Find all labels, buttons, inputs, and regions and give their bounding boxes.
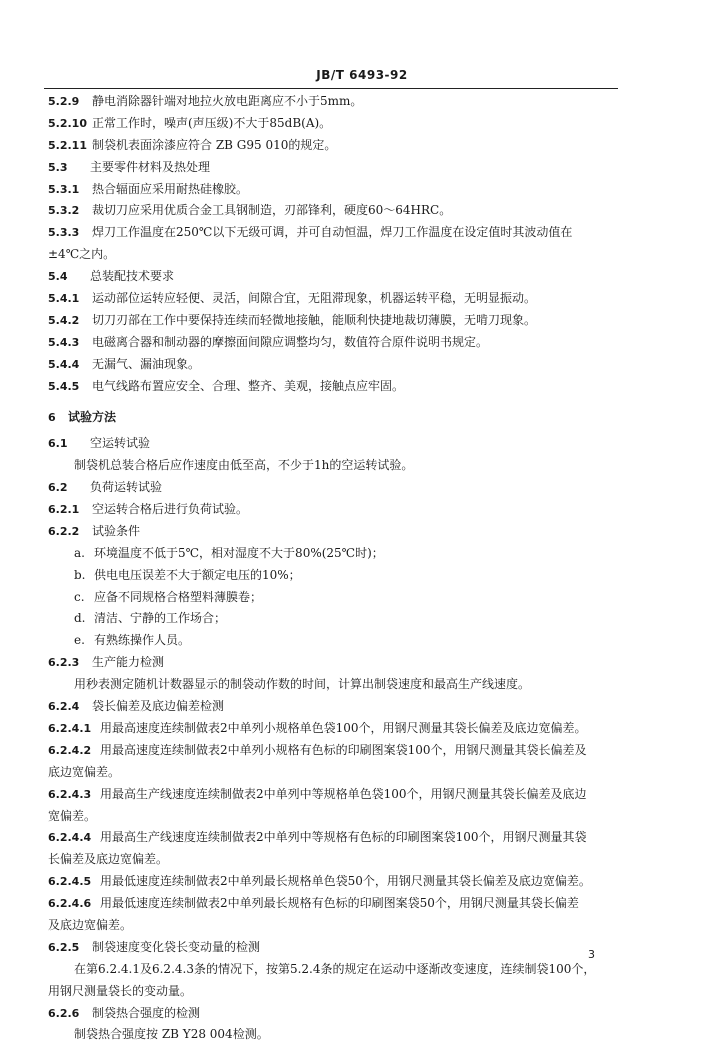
clause-number: 5.3.3	[48, 226, 80, 240]
text-line	[48, 940, 614, 962]
clause-text: 电磁离合器和制动器的摩擦面间隙应调整均匀，数值符合原件说明书规定。	[92, 334, 489, 349]
clause-number: 5.2.9	[48, 95, 80, 108]
clause-text: 用最高生产线速度连续制做表2中单列中等规格有色标的印刷图案袋100个，用钢尺测量其袋	[100, 830, 587, 845]
clause-text: 制袋热合强度按 ZB Y28 004检测。	[74, 1027, 269, 1042]
clause-text: 切刀刃部在工作中要保持连续而轻微地接触，能顺利快捷地裁切薄膜，无啃刀现象。	[92, 312, 537, 327]
clause-text: 制袋机表面涂漆应符合 ZB G95 010的规定。	[92, 137, 337, 152]
list-marker: b.	[74, 567, 86, 582]
text-line	[48, 633, 614, 655]
clause-text: 用最低速度连续制做表2中单列最长规格单色袋50个，用钢尺测量其袋长偏差及底边宽偏差。	[100, 874, 591, 889]
header-rule	[44, 88, 618, 89]
clause-number: 6.2.6	[48, 1006, 80, 1020]
clause-number: 5.4.1	[48, 292, 80, 306]
text-line	[48, 138, 614, 160]
list-marker: e.	[74, 633, 85, 648]
clause-number: 5.4.5	[48, 379, 80, 393]
clause-number: 6.2.4	[48, 700, 80, 714]
clause-number: 5.2.10	[48, 116, 87, 130]
clause-number: 6.2.4.2	[48, 743, 92, 757]
clause-text: 环境温度不低于5℃，相对湿度不大于80%(25℃时)；	[94, 545, 384, 560]
text-line	[48, 379, 614, 401]
clause-text: 有熟练操作人员。	[94, 633, 191, 648]
clause-text: 总装配技术要求	[90, 269, 175, 284]
clause-text: 试验条件	[92, 523, 141, 538]
text-line	[48, 787, 614, 809]
clause-number: 6.2.3	[48, 656, 80, 670]
clause-number: 5.4.2	[48, 313, 80, 327]
clause-text: 裁切刀应采用优质合金工具钢制造，刃部锋利，硬度60～64HRC。	[92, 203, 452, 218]
clause-text: 袋长偏差及底边偏差检测	[92, 699, 225, 714]
clause-text: 运动部位运转应轻便、灵活，间隙合宜，无阻滞现象，机器运转平稳，无明显振动。	[92, 291, 537, 306]
text-line	[48, 743, 614, 765]
clause-text: 静电消除器针端对地拉火放电距离应不小于5mm。	[92, 94, 363, 108]
clause-number: 5.3.1	[48, 182, 80, 196]
clause-text: 负荷运转试验	[90, 480, 163, 495]
text-line	[48, 896, 614, 918]
clause-text: 用秒表测定随机计数器显示的制袋动作数的时间，计算出制袋速度和最高生产线速度。	[74, 677, 531, 692]
clause-text: 制袋机总装合格后应作速度由低至高，不少于1h的空运转试验。	[74, 458, 414, 473]
text-line	[48, 874, 614, 896]
section-heading	[48, 410, 614, 432]
page-header: JB/T 6493-92	[316, 68, 408, 82]
clause-number: 6.2.4.1	[48, 721, 92, 735]
clause-text: 热合辐面应采用耐热硅橡胶。	[92, 181, 249, 196]
section-gap	[48, 400, 614, 410]
text-line	[48, 247, 614, 269]
text-line	[48, 480, 614, 502]
clause-text: 焊刀工作温度在250℃以下无级可调，并可自动恒温，焊刀工作温度在设定值时其波动值在	[92, 225, 573, 240]
clause-number: 6.2	[48, 481, 68, 495]
clause-text: 清洁、宁静的工作场合；	[94, 611, 227, 626]
text-line	[48, 269, 614, 291]
page-number: 3	[588, 948, 595, 961]
list-marker: d.	[74, 611, 86, 626]
text-line-continued: 用钢尺测量袋长的变动量。	[48, 983, 193, 998]
text-line-continued: 长偏差及底边宽偏差。	[48, 852, 169, 867]
text-line-continued: 及底边宽偏差。	[48, 917, 133, 932]
clause-number: 6.1	[48, 437, 68, 451]
text-line	[48, 590, 614, 612]
clause-number: 5.4.4	[48, 357, 80, 371]
text-line	[48, 182, 614, 204]
clause-number: 5.3.2	[48, 204, 80, 218]
clause-text: 用最高生产线速度连续制做表2中单列中等规格单色袋100个，用钢尺测量其袋长偏差及底边	[100, 786, 587, 801]
clause-text: 用最低速度连续制做表2中单列最长规格有色标的印刷图案袋50个，用钢尺测量其袋长偏差	[100, 896, 579, 911]
clause-text: 空运转合格后进行负荷试验。	[92, 502, 249, 517]
text-line	[48, 1006, 614, 1028]
clause-number: 6.2.1	[48, 503, 80, 517]
clause-text: 用最高速度连续制做表2中单列小规格单色袋100个，用钢尺测量其袋长偏差及底边宽偏差。	[100, 720, 587, 735]
clause-number: 6.2.4.3	[48, 787, 92, 801]
text-line	[48, 94, 614, 116]
list-marker: a.	[74, 545, 85, 560]
clause-number: 5.4.3	[48, 335, 80, 349]
clause-number: 5.4	[48, 270, 68, 284]
clause-text: 用最高速度连续制做表2中单列小规格有色标的印刷图案袋100个，用钢尺测量其袋长偏差及	[100, 742, 587, 757]
text-line	[48, 458, 614, 480]
text-line	[48, 436, 614, 458]
text-line	[48, 830, 614, 852]
text-line	[48, 116, 614, 138]
clause-text: 电气线路布置应安全、合理、整齐、美观，接触点应牢固。	[92, 378, 405, 393]
clause-text: 无漏气、漏油现象。	[92, 356, 201, 371]
clause-number: 6.2.4.6	[48, 897, 92, 911]
clause-text: 应备不同规格合格塑料薄膜卷；	[94, 589, 263, 604]
text-line	[48, 568, 614, 590]
clause-text: ±4℃之内。	[48, 247, 116, 262]
clause-text: 主要零件材料及热处理	[90, 159, 211, 174]
clause-number: 6.2.4.4	[48, 831, 92, 845]
text-line	[48, 502, 614, 524]
clause-number: 6.2.2	[48, 524, 80, 538]
document-body	[48, 94, 614, 1049]
text-line	[48, 203, 614, 225]
text-line-continued: 宽偏差。	[48, 808, 97, 823]
text-line	[48, 611, 614, 633]
text-line	[48, 655, 614, 677]
clause-text: 空运转试验	[90, 436, 151, 451]
text-line-continued: 底边宽偏差。	[48, 764, 121, 779]
text-line	[48, 699, 614, 721]
text-line	[48, 357, 614, 379]
clause-text: 在第6.2.4.1及6.2.4.3条的情况下，按第5.2.4条的规定在运动中逐渐改变速度，连续制袋100个，	[74, 961, 596, 976]
clause-text: 制袋速度变化袋长变动量的检测	[92, 939, 261, 954]
text-line	[48, 546, 614, 568]
text-line	[48, 291, 614, 313]
text-line	[48, 160, 614, 182]
section-number: 6	[48, 411, 56, 425]
clause-number: 5.3	[48, 160, 68, 174]
clause-text: 制袋热合强度的检测	[92, 1005, 201, 1020]
clause-number: 6.2.4.5	[48, 875, 92, 889]
text-line	[48, 962, 614, 984]
text-line	[48, 335, 614, 357]
text-line	[48, 1027, 614, 1049]
text-line	[48, 677, 614, 699]
clause-text: 供电电压误差不大于额定电压的10%；	[94, 567, 301, 582]
text-line	[48, 225, 614, 247]
clause-text: 正常工作时，噪声(声压级)不大于85dB(A)。	[92, 115, 332, 130]
clause-number: 5.2.11	[48, 138, 87, 152]
text-line	[48, 721, 614, 743]
section-title: 试验方法	[68, 410, 117, 425]
clause-number: 6.2.5	[48, 940, 80, 954]
text-line	[48, 313, 614, 335]
text-line	[48, 524, 614, 546]
list-marker: c.	[74, 589, 85, 604]
clause-text: 生产能力检测	[92, 655, 165, 670]
